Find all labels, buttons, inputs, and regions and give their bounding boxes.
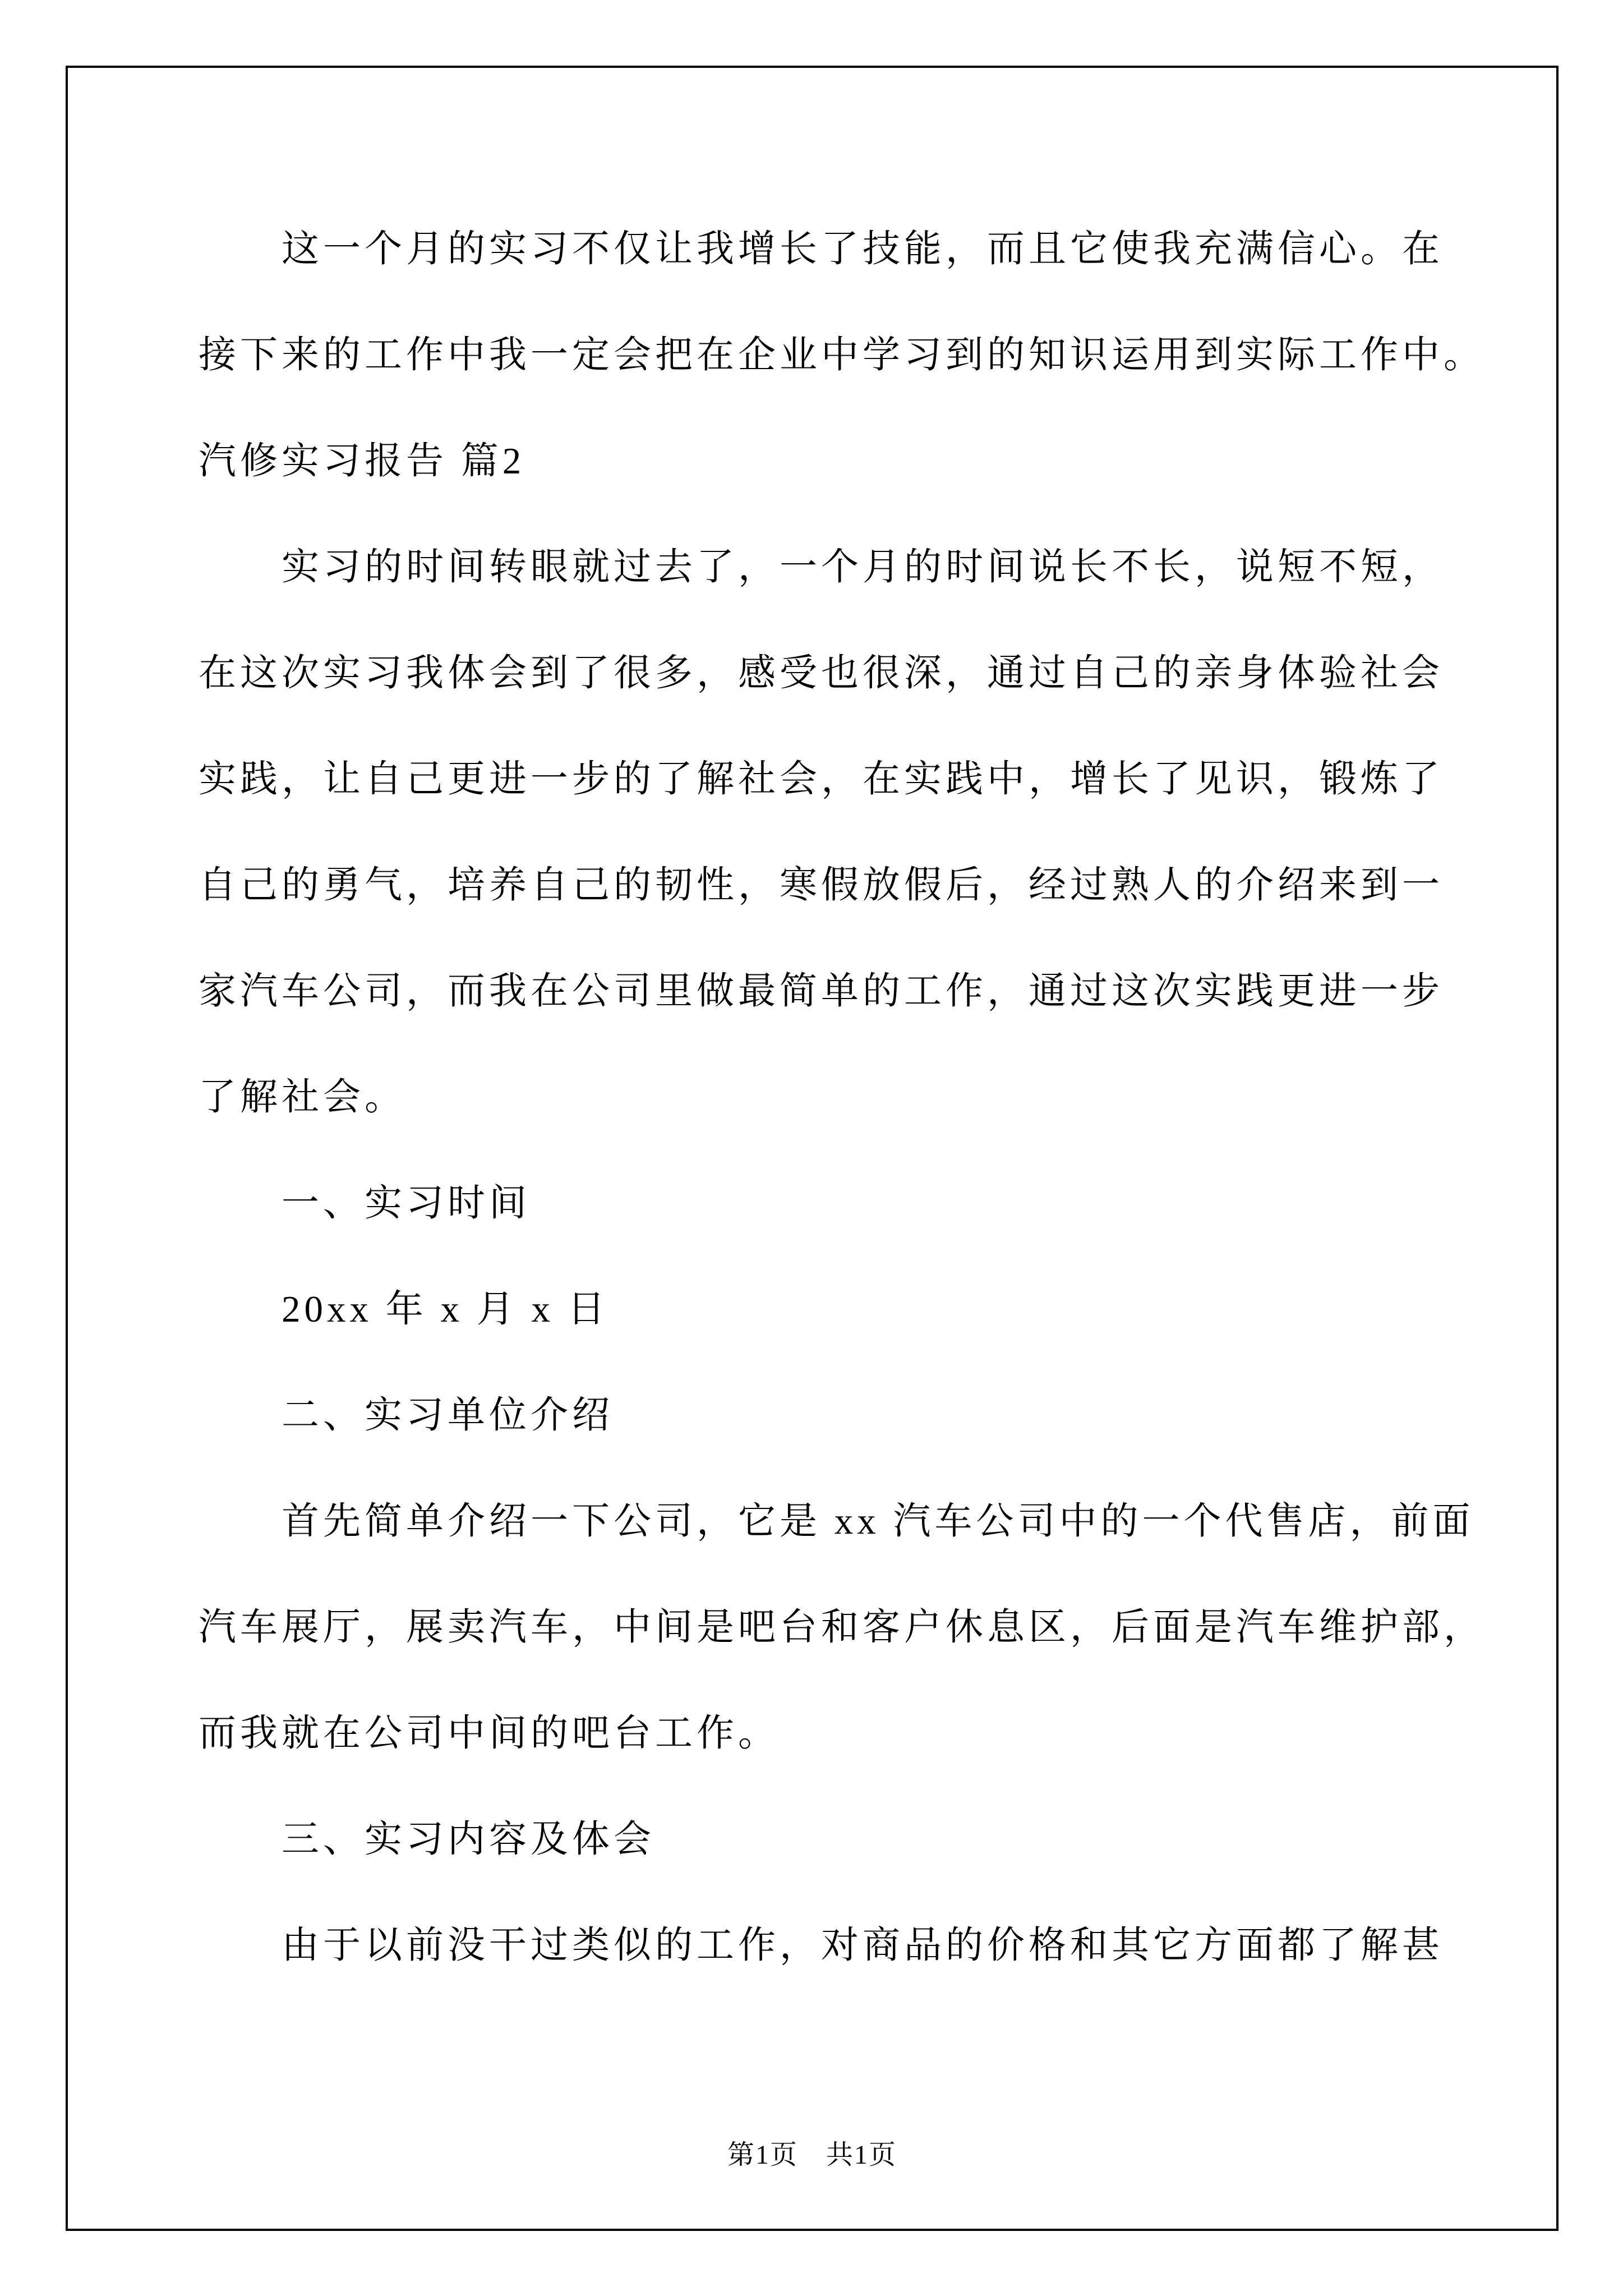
document-line: 在这次实习我体会到了很多，感受也很深，通过自己的亲身体验社会	[199, 652, 1444, 694]
document-line: 三、实习内容及体会	[282, 1819, 655, 1860]
document-body	[199, 196, 1485, 1999]
document-line: 实习的时间转眼就过去了，一个月的时间说长不长，说短不短，	[282, 546, 1444, 588]
page-footer: 第1页 共1页	[727, 2140, 897, 2170]
document-line: 汽车展厅，展卖汽车，中间是吧台和客户休息区，后面是汽车维护部，	[199, 1607, 1485, 1648]
document-line: 而我就在公司中间的吧台工作。	[199, 1713, 780, 1754]
document-line: 实践，让自己更进一步的了解社会，在实践中，增长了见识，锻炼了	[199, 758, 1444, 800]
document-line: 由于以前没干过类似的工作，对商品的价格和其它方面都了解甚	[282, 1925, 1444, 1966]
document-line: 了解社会。	[199, 1076, 406, 1118]
document-line: 20xx 年 x 月 x 日	[282, 1289, 609, 1330]
document-line: 这一个月的实习不仅让我增长了技能，而且它使我充满信心。在	[282, 228, 1444, 270]
document-line: 接下来的工作中我一定会把在企业中学习到的知识运用到实际工作中。	[199, 334, 1485, 376]
document-line: 家汽车公司，而我在公司里做最简单的工作，通过这次实践更进一步	[199, 970, 1444, 1012]
page-border	[66, 66, 1559, 2231]
document-line: 汽修实习报告 篇2	[199, 440, 525, 482]
document-line: 自己的勇气，培养自己的韧性，寒假放假后，经过熟人的介绍来到一	[199, 864, 1444, 906]
document-line: 一、实习时间	[282, 1182, 531, 1224]
document-line: 首先简单介绍一下公司，它是 xx 汽车公司中的一个代售店，前面	[282, 1501, 1474, 1542]
document-line: 二、实习单位介绍	[282, 1395, 614, 1436]
